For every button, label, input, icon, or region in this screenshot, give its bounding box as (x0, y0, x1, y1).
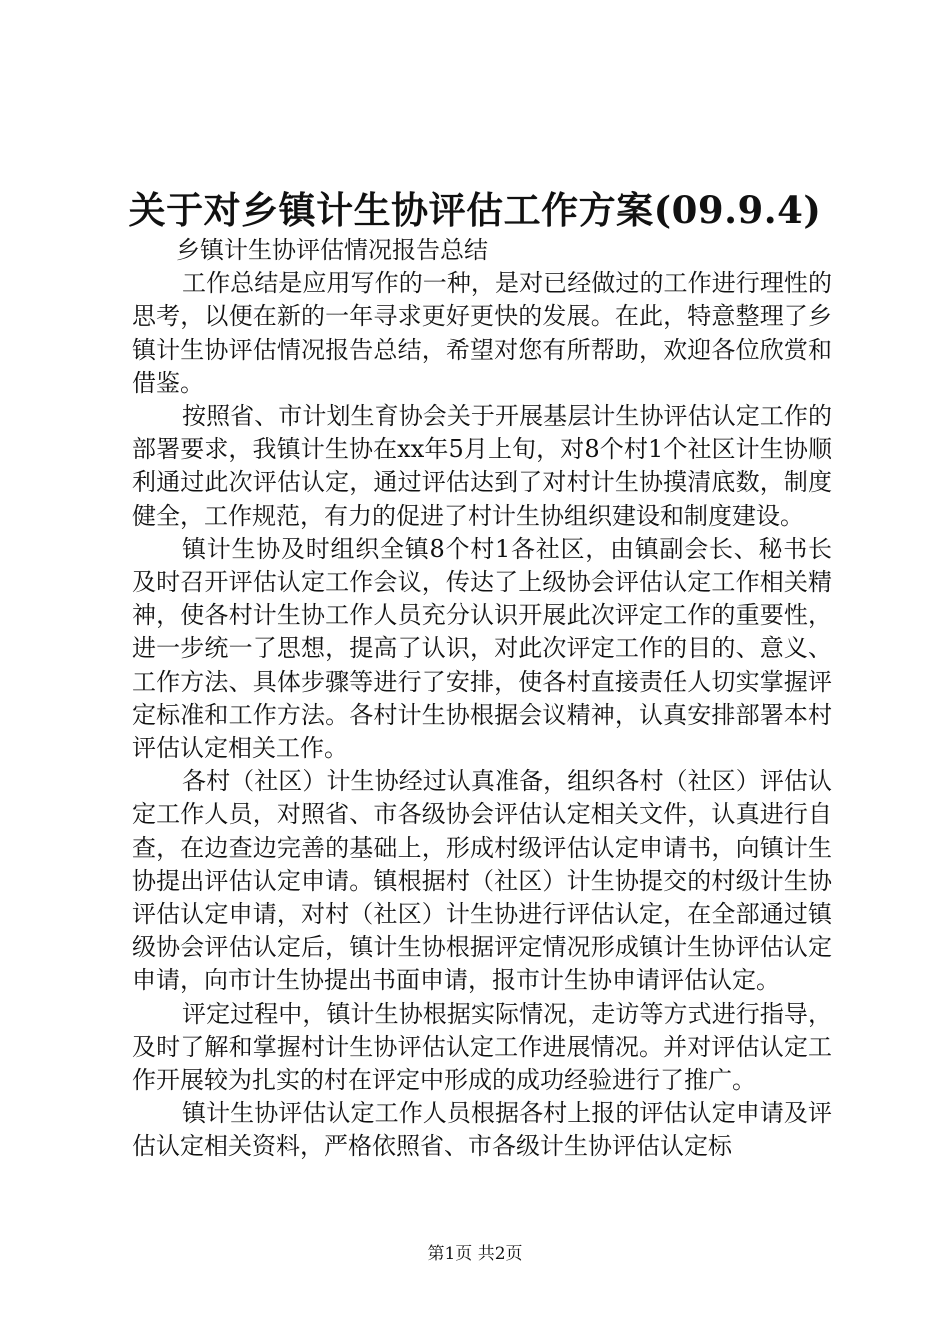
paragraph: 工作总结是应用写作的一种，是对已经做过的工作进行理性的思考，以便在新的一年寻求更好更快的发展。在此，特意整理了乡镇计生协评估情况报告总结，希望对您有所帮助，欢迎各位欣赏和借鉴。 (132, 269, 832, 397)
document-body (132, 234, 832, 1164)
page-footer: 第1页 共2页 (427, 1244, 523, 1264)
paragraph: 镇计生协评估认定工作人员根据各村上报的评估认定申请及评估认定相关资料，严格依照省、市各级计生协评估认定标 (132, 1099, 832, 1161)
document-title: 关于对乡镇计生协评估工作方案(09.9.4) (128, 188, 822, 232)
paragraph: 评定过程中，镇计生协根据实际情况，走访等方式进行指导，及时了解和掌握村计生协评估认定工作进展情况。并对评估认定工作开展较为扎实的村在评定中形成的成功经验进行了推广。 (132, 999, 832, 1095)
paragraph: 按照省、市计划生育协会关于开展基层计生协评估认定工作的部署要求，我镇计生协在xx年5月上旬，对8个村1个社区计生协顺利通过此次评估认定，通过评估达到了对村计生协摸清底数，制度健全，工作规范，有力的促进了村计生协组织建设和制度建设。 (132, 402, 832, 530)
document-subtitle: 乡镇计生协评估情况报告总结 (176, 236, 488, 264)
paragraph: 镇计生协及时组织全镇8个村1各社区，由镇副会长、秘书长及时召开评估认定工作会议，传达了上级协会评估认定工作相关精神，使各村计生协工作人员充分认识开展此次评定工作的重要性，进一步统一了思想，提高了认识，对此次评定工作的目的、意义、工作方法、具体步骤等进行了安排，使各村直接责任人切实掌握评定标准和工作方法。各村计生协根据会议精神，认真安排部署本村评估认定相关工作。 (132, 534, 832, 763)
paragraph: 各村（社区）计生协经过认真准备，组织各村（社区）评估认定工作人员，对照省、市各级协会评估认定相关文件，认真进行自查，在边查边完善的基础上，形成村级评估认定申请书，向镇计生协提出评估认定申请。镇根据村（社区）计生协提交的村级计生协评估认定申请，对村（社区）计生协进行评估认定，在全部通过镇级协会评估认定后，镇计生协根据评定情况形成镇计生协评估认定申请，向市计生协提出书面申请，报市计生协申请评估认定。 (132, 767, 832, 995)
